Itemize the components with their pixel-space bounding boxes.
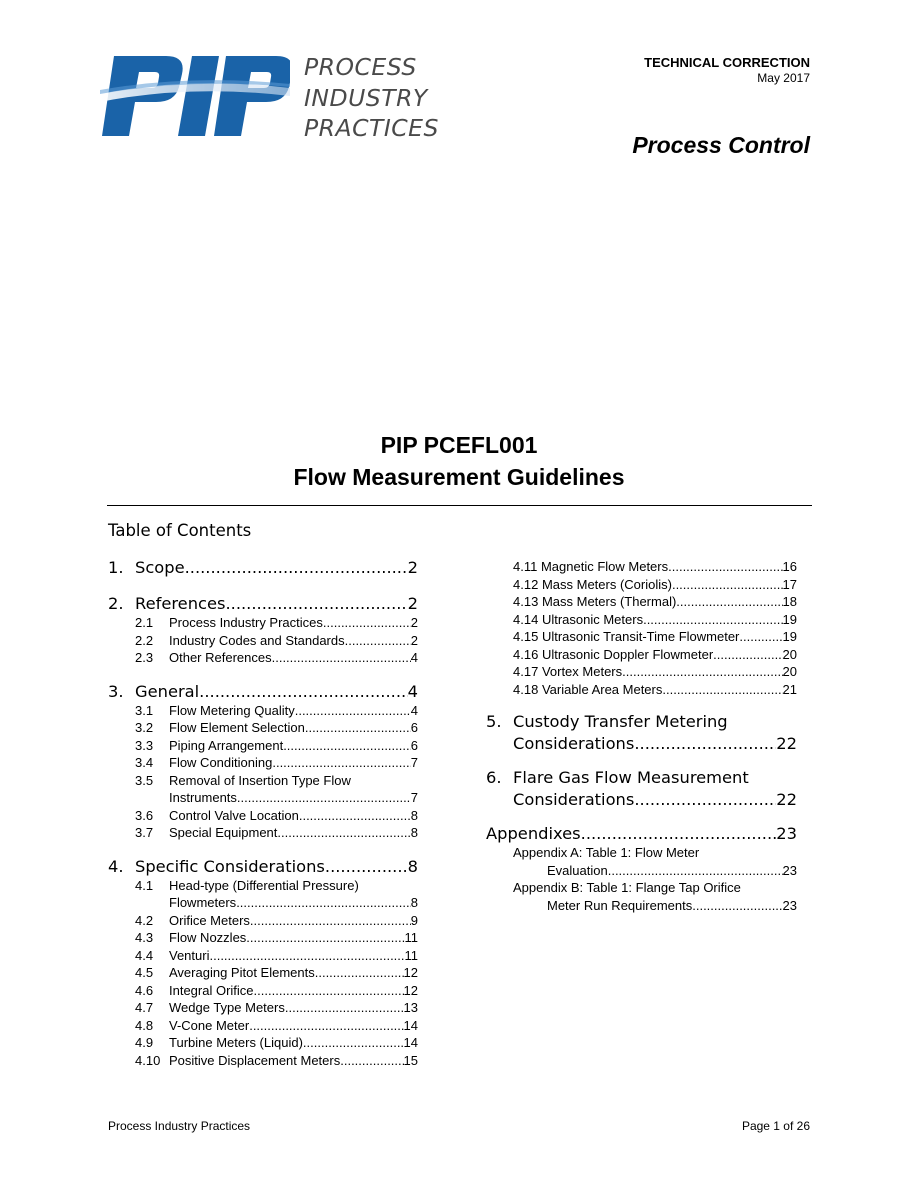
toc-heading: Table of Contents	[108, 521, 252, 540]
toc-subsection-3-4[interactable]: 3.4 Flow Conditioning ..... 7	[108, 754, 418, 772]
logo-line-1: PROCESS	[304, 53, 417, 81]
toc-section-label: Flare Gas Flow Measurement	[513, 768, 749, 787]
toc-subsection-4-14[interactable]: 4.14 Ultrasonic Meters ..... 19	[486, 611, 797, 629]
toc-section-custody-transfer[interactable]: 5. Custody Transfer Metering Considerations ..... 22	[486, 711, 797, 754]
toc-page-number: 22	[776, 733, 797, 753]
toc-subsection-4-16[interactable]: 4.16 Ultrasonic Doppler Flowmeter ..... 20	[486, 646, 797, 664]
toc-subsection-3-6[interactable]: 3.6 Control Valve Location ..... 8	[108, 807, 418, 825]
toc-section-scope[interactable]: 1. Scope ..... 2	[108, 557, 418, 578]
toc-subsection-4-3[interactable]: 4.3 Flow Nozzles ..... 11	[108, 929, 418, 947]
toc-subsection-4-17[interactable]: 4.17 Vortex Meters ..... 20	[486, 663, 797, 681]
toc-page-number: 23	[776, 824, 797, 843]
toc-leader	[225, 593, 407, 614]
practice-category: Process Control	[632, 132, 810, 158]
toc-appendix-a[interactable]: Appendix A: Table 1: Flow Meter Evaluation ..... 23	[486, 844, 797, 879]
toc-left-column	[108, 557, 418, 1069]
toc-section-label: Appendixes	[486, 824, 581, 843]
toc-subsection-4-13[interactable]: 4.13 Mass Meters (Thermal) ..... 18	[486, 593, 797, 611]
toc-leader	[634, 789, 776, 811]
toc-subsection-4-7[interactable]: 4.7 Wedge Type Meters ..... 13	[108, 999, 418, 1017]
toc-leader	[581, 823, 777, 844]
logo-line-2: INDUSTRY	[304, 83, 428, 112]
toc-page-number: 4	[407, 681, 418, 701]
document-code: PIP PCEFL001	[380, 432, 538, 458]
toc-subsection-4-10[interactable]: 4.10 Positive Displacement Meters ..... 15	[108, 1052, 418, 1070]
toc-subsection-4-8[interactable]: 4.8 V-Cone Meter ..... 14	[108, 1017, 418, 1035]
toc-subsection-2-3[interactable]: 2.3 Other References ..... 4	[108, 649, 418, 667]
toc-section-label: Specific Considerations	[135, 856, 325, 876]
toc-appendix-b[interactable]: Appendix B: Table 1: Flange Tap Orifice Meter Run Requirements ..... 23	[486, 879, 797, 914]
toc-leader	[325, 856, 408, 877]
toc-subsection-4-2[interactable]: 4.2 Orifice Meters ..... 9	[108, 912, 418, 930]
toc-section-label: Scope	[135, 558, 185, 577]
toc-leader	[185, 557, 408, 578]
toc-section-flare-gas[interactable]: 6. Flare Gas Flow Measurement Considerations ..... 22	[486, 767, 797, 810]
toc-subsection-4-6[interactable]: 4.6 Integral Orifice ..... 12	[108, 982, 418, 1000]
toc-subsection-2-1[interactable]: 2.1 Process Industry Practices ..... 2	[108, 614, 418, 632]
toc-section-label: General	[135, 681, 200, 701]
toc-page-number: 22	[776, 789, 797, 809]
toc-subsection-4-12[interactable]: 4.12 Mass Meters (Coriolis) ..... 17	[486, 576, 797, 594]
toc-section-general[interactable]: 3. General ..... 4	[108, 681, 418, 702]
toc-subsection-4-18[interactable]: 4.18 Variable Area Meters ..... 21	[486, 681, 797, 699]
toc-subsection-3-5[interactable]: 3.5 Removal of Insertion Type Flow Instruments ..... 7	[108, 772, 418, 807]
document-title	[0, 429, 918, 493]
toc-subsection-3-2[interactable]: 3.2 Flow Element Selection ..... 6	[108, 719, 418, 737]
toc-page-number: 8	[407, 856, 418, 876]
toc-section-references[interactable]: 2. References ..... 2	[108, 593, 418, 614]
logo-wordmark	[304, 52, 439, 144]
toc-leader	[634, 733, 776, 755]
document-name: Flow Measurement Guidelines	[293, 464, 625, 490]
toc-page-number: 2	[407, 558, 418, 577]
logo-line-3: PRACTICES	[304, 114, 439, 142]
revision-date: May 2017	[757, 71, 810, 85]
toc-subsection-3-1[interactable]: 3.1 Flow Metering Quality ..... 4	[108, 702, 418, 720]
toc-section-appendixes[interactable]	[486, 823, 797, 844]
toc-subsection-4-11[interactable]: 4.11 Magnetic Flow Meters ..... 16	[486, 558, 797, 576]
footer-page-number: Page 1 of 26	[741, 1119, 810, 1133]
toc-section-label: Custody Transfer Metering	[513, 712, 728, 731]
title-divider	[107, 505, 812, 506]
toc-subsection-4-5[interactable]: 4.5 Averaging Pitot Elements ..... 12	[108, 964, 418, 982]
toc-section-specific-considerations[interactable]: 4. Specific Considerations ..... 8	[108, 856, 418, 877]
toc-subsection-3-3[interactable]: 3.3 Piping Arrangement ..... 6	[108, 737, 418, 755]
toc-right-column	[486, 558, 797, 914]
toc-subsection-4-15[interactable]: 4.15 Ultrasonic Transit-Time Flowmeter ..... 19	[486, 628, 797, 646]
toc-subsection-2-2[interactable]: 2.2 Industry Codes and Standards ..... 2	[108, 632, 418, 650]
pip-logo-mark	[100, 54, 290, 138]
footer-publisher: Process Industry Practices	[108, 1119, 251, 1133]
document-status	[644, 55, 810, 86]
toc-subsection-4-4[interactable]: 4.4 Venturi ..... 11	[108, 947, 418, 965]
toc-subsection-3-7[interactable]: 3.7 Special Equipment ..... 8	[108, 824, 418, 842]
toc-page-number: 2	[407, 594, 418, 613]
toc-section-label: References	[135, 594, 226, 613]
toc-subsection-4-9[interactable]: 4.9 Turbine Meters (Liquid) ..... 14	[108, 1034, 418, 1052]
toc-subsection-4-1[interactable]: 4.1 Head-type (Differential Pressure) Flowmeters ..... 8	[108, 877, 418, 912]
pip-logo	[100, 52, 460, 142]
status-label: TECHNICAL CORRECTION	[644, 55, 810, 70]
toc-leader	[199, 681, 407, 702]
